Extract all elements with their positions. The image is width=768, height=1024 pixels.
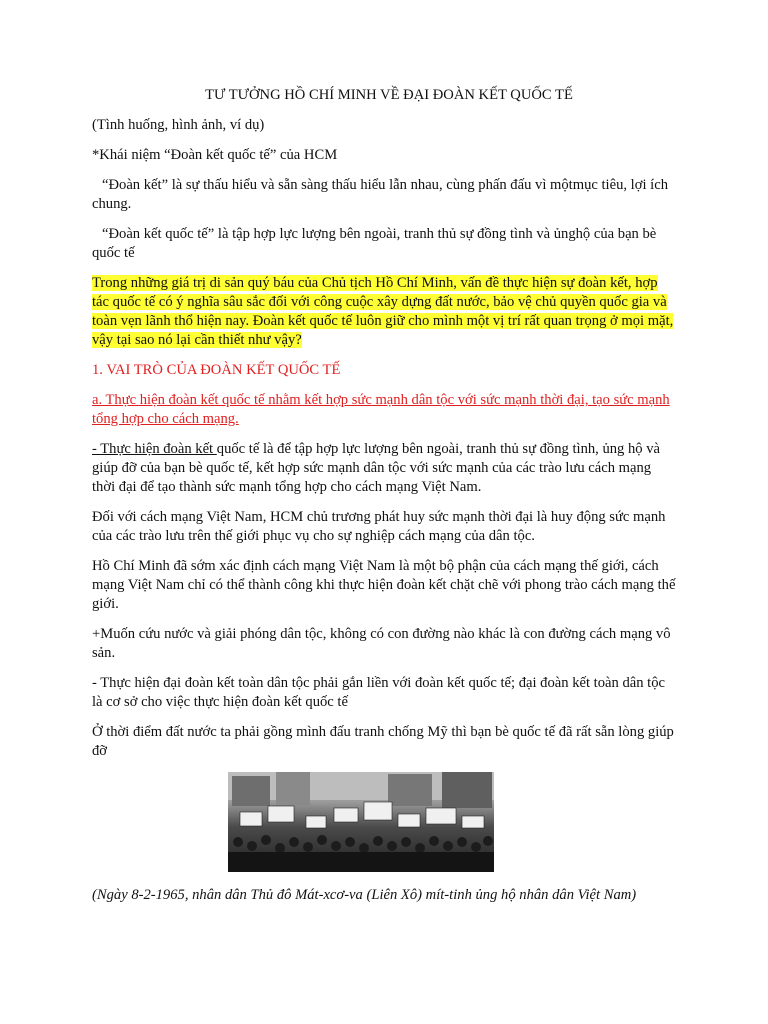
rally-photo: [228, 772, 494, 872]
photo-caption: (Ngày 8-2-1965, nhân dân Thủ đô Mát-xcơ-va (Liên Xô) mít-tinh ủng hộ nhân dân Việt Nam): [92, 887, 637, 903]
paragraph-6: Ở thời điểm đất nước ta phải gồng mình đấu tranh chống Mỹ thì bạn bè quốc tế đã rất sẵn lòng giúp đỡ: [92, 724, 674, 759]
rally-photo-drawing: [228, 772, 494, 872]
document-title: TƯ TƯỞNG HỒ CHÍ MINH VỀ ĐẠI ĐOÀN KẾT QUỐC TẾ: [205, 87, 573, 103]
paragraph-1-rest: quốc tế là để tập hợp lực lượng bên ngoài, tranh thủ sự đồng tình, ủng hộ và giúp đỡ của bạn bè quốc tế, kết hợp sức mạnh dân tộc với sức mạnh của các trào lưu cách mạng thời đại để tạo thành sức mạnh tổng hợp cho cách mạng Việt Nam.: [92, 441, 661, 495]
highlight-text: Trong những giá trị di sản quý báu của Chủ tịch Hồ Chí Minh, vấn đề thực hiện sự đoàn kết, hợp tác quốc tế có ý nghĩa sâu sắc đối với công cuộc xây dựng đất nước, bảo vệ chủ quyền quốc gia và toàn vẹn lãnh thổ hiện nay. Đoàn kết quốc tế luôn giữ cho mình một vị trí rất quan trọng ở mọi mặt, vậy tại sao nó lại cần thiết như vậy?: [92, 275, 674, 348]
paragraph-2: Đối với cách mạng Việt Nam, HCM chủ trương phát huy sức mạnh thời đại là huy động sức mạnh của các trào lưu trên thế giới phục vụ cho sự nghiệp cách mạng của dân tộc.: [92, 509, 666, 544]
definition-international-unity: “Đoàn kết quốc tế” là tập hợp lực lượng bên ngoài, tranh thủ sự đồng tình và ủnghộ của bạn bè quốc tế: [92, 226, 657, 261]
definition-unity: “Đoàn kết” là sự thấu hiểu và sẵn sàng thấu hiểu lẫn nhau, cùng phấn đấu vì mộtmục tiêu, lợi ích chung.: [92, 177, 668, 212]
paragraph-1-underlined: - Thực hiện đoàn kết: [92, 441, 217, 457]
paragraph-5: - Thực hiện đại đoàn kết toàn dân tộc phải gắn liền với đoàn kết quốc tế; đại đoàn kết toàn dân tộc là cơ sở cho việc thực hiện đoàn kết quốc tế: [92, 675, 665, 710]
paragraph-4: +Muốn cứu nước và giải phóng dân tộc, không có con đường nào khác là con đường cách mạng vô sản.: [92, 626, 671, 661]
document-page: [92, 86, 676, 916]
subtitle: (Tình huống, hình ảnh, ví dụ): [92, 117, 265, 133]
section-1-heading: 1. VAI TRÒ CỦA ĐOÀN KẾT QUỐC TẾ: [92, 362, 341, 378]
section-1a-heading: a. Thực hiện đoàn kết quốc tế nhằm kết hợp sức mạnh dân tộc với sức mạnh thời đại, tạo sức mạnh tổng hợp cho cách mạng.: [92, 392, 670, 427]
highlighted-intro: [92, 274, 676, 350]
paragraph-3: Hồ Chí Minh đã sớm xác định cách mạng Việt Nam là một bộ phận của cách mạng thế giới, cách mạng Việt Nam chỉ có thể thành công khi thực hiện đoàn kết chặt chẽ với phong trào cách mạng thế giới.: [92, 558, 676, 612]
concept-heading: *Khái niệm “Đoàn kết quốc tế” của HCM: [92, 147, 338, 163]
paragraph-1: [92, 440, 676, 497]
